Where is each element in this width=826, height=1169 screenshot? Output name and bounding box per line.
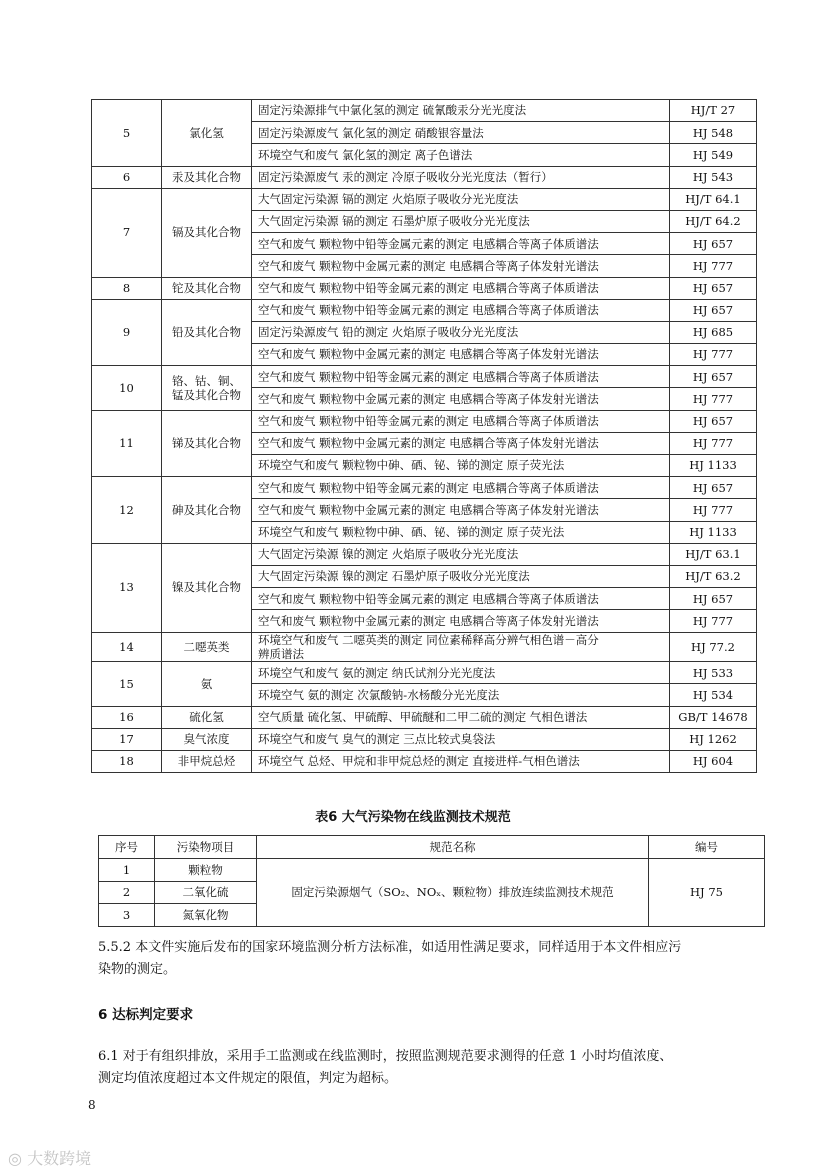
standard-code: HJ 533: [670, 662, 757, 684]
method-name: 环境空气 氨的测定 次氯酸钠-水杨酸分光光度法: [252, 684, 670, 706]
row-pollutant: 氮氧化物: [155, 904, 257, 927]
method-name: 环境空气和废气 颗粒物中砷、硒、铋、锑的测定 原子荧光法: [252, 455, 670, 477]
row-seq-number: 8: [92, 277, 162, 299]
method-name: 空气和废气 颗粒物中铅等金属元素的测定 电感耦合等离子体质谱法: [252, 410, 670, 432]
pollutant-item: 非甲烷总烃: [162, 751, 252, 773]
watermark-logo: [8, 1146, 91, 1169]
pollutant-item: 锑及其化合物: [162, 410, 252, 477]
pollutant-item: 汞及其化合物: [162, 166, 252, 188]
row-pollutant: 二氧化硫: [155, 881, 257, 904]
standard-code: HJ/T 64.1: [670, 188, 757, 210]
standard-code: HJ 657: [670, 277, 757, 299]
method-name: 空气和废气 颗粒物中金属元素的测定 电感耦合等离子体发射光谱法: [252, 610, 670, 632]
header-spec-name: 规范名称: [257, 836, 649, 859]
table-row: [99, 858, 765, 881]
pollutant-item: 硫化氢: [162, 706, 252, 728]
method-name: 大气固定污染源 镉的测定 石墨炉原子吸收分光光度法: [252, 210, 670, 232]
standard-code: HJ 549: [670, 144, 757, 166]
method-name: 空气和废气 颗粒物中铅等金属元素的测定 电感耦合等离子体质谱法: [252, 277, 670, 299]
method-name: 空气和废气 颗粒物中金属元素的测定 电感耦合等离子体发射光谱法: [252, 432, 670, 454]
row-seq-number: 17: [92, 728, 162, 750]
spec-code: HJ 75: [649, 858, 765, 926]
pollutant-item: 氯化氢: [162, 100, 252, 167]
standard-code: HJ 548: [670, 122, 757, 144]
table-row: [92, 662, 757, 684]
pollutant-item: 镉及其化合物: [162, 188, 252, 277]
standard-code: HJ 777: [670, 610, 757, 632]
method-name: 大气固定污染源 镍的测定 石墨炉原子吸收分光光度法: [252, 565, 670, 587]
standard-code: HJ 777: [670, 499, 757, 521]
row-seq-number: 15: [92, 662, 162, 706]
row-seq-number: 7: [92, 188, 162, 277]
row-seq-number: 11: [92, 410, 162, 477]
standard-code: HJ 657: [670, 588, 757, 610]
standard-code: HJ 657: [670, 366, 757, 388]
table-row: [92, 728, 757, 750]
watermark-icon: ◎: [8, 1149, 22, 1168]
row-no: 3: [99, 904, 155, 927]
pollutant-item: 二噁英类: [162, 632, 252, 662]
paragraph-line: 6.1 对于有组织排放，采用手工监测或在线监测时，按照监测规范要求测得的任意 1 小时均值浓度、: [98, 1049, 673, 1064]
table6-header-row: [99, 836, 765, 859]
standard-code: HJ 657: [670, 477, 757, 499]
row-seq-number: 14: [92, 632, 162, 662]
standard-code: HJ 77.2: [670, 632, 757, 662]
standard-code: HJ 685: [670, 321, 757, 343]
table-row: [92, 632, 757, 662]
method-name: 空气和废气 颗粒物中金属元素的测定 电感耦合等离子体发射光谱法: [252, 255, 670, 277]
standard-code: HJ 777: [670, 388, 757, 410]
standard-code: HJ 543: [670, 166, 757, 188]
header-seq: 序号: [99, 836, 155, 859]
row-seq-number: 12: [92, 477, 162, 544]
table-row: [92, 366, 757, 388]
table6-caption: 表6 大气污染物在线监测技术规范: [315, 810, 511, 825]
standard-code: HJ/T 63.1: [670, 543, 757, 565]
standard-code: HJ 657: [670, 410, 757, 432]
paragraph-line: 染物的测定。: [98, 962, 177, 977]
paragraph-line: 5.5.2 本文件实施后发布的国家环境监测分析方法标准，如适用性满足要求，同样适用于本文件相应污: [98, 940, 682, 955]
table-row: [92, 277, 757, 299]
row-no: 1: [99, 858, 155, 881]
standard-code: HJ 777: [670, 344, 757, 366]
row-seq-number: 5: [92, 100, 162, 167]
method-name: 固定污染源废气 汞的测定 冷原子吸收分光光度法（暂行）: [252, 166, 670, 188]
section-6-heading: 6 达标判定要求: [98, 1007, 194, 1023]
method-name-line: 环境空气和废气 二噁英类的测定 同位素稀释高分辨气相色谱－高分: [258, 632, 599, 647]
standard-code: HJ 534: [670, 684, 757, 706]
method-name: 环境空气和废气 颗粒物中砷、硒、铋、锑的测定 原子荧光法: [252, 521, 670, 543]
method-name: 空气和废气 颗粒物中铅等金属元素的测定 电感耦合等离子体质谱法: [252, 299, 670, 321]
pollutant-item: 砷及其化合物: [162, 477, 252, 544]
method-name: 环境空气 总烃、甲烷和非甲烷总烃的测定 直接进样-气相色谱法: [252, 751, 670, 773]
pollutant-item: 铊及其化合物: [162, 277, 252, 299]
row-seq-number: 13: [92, 543, 162, 632]
monitoring-methods-table: [91, 99, 757, 773]
row-seq-number: 6: [92, 166, 162, 188]
standard-code: HJ 777: [670, 432, 757, 454]
method-name: 空气和废气 颗粒物中铅等金属元素的测定 电感耦合等离子体质谱法: [252, 588, 670, 610]
method-name: 固定污染源排气中氯化氢的测定 硫氰酸汞分光光度法: [252, 100, 670, 122]
row-seq-number: 9: [92, 299, 162, 366]
table-row: [92, 751, 757, 773]
method-name: 环境空气和废气 臭气的测定 三点比较式臭袋法: [252, 728, 670, 750]
method-name: 空气和废气 颗粒物中铅等金属元素的测定 电感耦合等离子体质谱法: [252, 477, 670, 499]
table-row: [92, 299, 757, 321]
table-row: [92, 706, 757, 728]
online-monitoring-table: [98, 835, 765, 927]
standard-code: HJ 1133: [670, 455, 757, 477]
table-row: [92, 100, 757, 122]
method-name: 空气和废气 颗粒物中铅等金属元素的测定 电感耦合等离子体质谱法: [252, 366, 670, 388]
paragraph-6-1: [98, 1046, 672, 1090]
header-pollutant: 污染物项目: [155, 836, 257, 859]
spec-name: 固定污染源烟气（SO₂、NOₓ、颗粒物）排放连续监测技术规范: [257, 858, 649, 926]
pollutant-item: [162, 366, 252, 410]
watermark-text: 大数跨境: [27, 1149, 92, 1168]
standard-code: HJ/T 27: [670, 100, 757, 122]
pollutant-item: 铅及其化合物: [162, 299, 252, 366]
method-name: 大气固定污染源 镍的测定 火焰原子吸收分光光度法: [252, 543, 670, 565]
method-name: [252, 632, 670, 662]
method-name: 空气和废气 颗粒物中铅等金属元素的测定 电感耦合等离子体质谱法: [252, 233, 670, 255]
row-seq-number: 10: [92, 366, 162, 410]
method-name: 空气和废气 颗粒物中金属元素的测定 电感耦合等离子体发射光谱法: [252, 499, 670, 521]
page-number: 8: [88, 1098, 96, 1112]
row-seq-number: 18: [92, 751, 162, 773]
standard-code: HJ 657: [670, 299, 757, 321]
row-no: 2: [99, 881, 155, 904]
method-name: 空气和废气 颗粒物中金属元素的测定 电感耦合等离子体发射光谱法: [252, 344, 670, 366]
standard-code: HJ 1262: [670, 728, 757, 750]
pollutant-item: 氨: [162, 662, 252, 706]
table-row: [92, 410, 757, 432]
pollutant-item-line: 铬、钴、铜、: [172, 373, 241, 388]
table-row: [92, 543, 757, 565]
table-row: [92, 166, 757, 188]
table-row: [92, 477, 757, 499]
method-name: 空气和废气 颗粒物中金属元素的测定 电感耦合等离子体发射光谱法: [252, 388, 670, 410]
paragraph-line: 测定均值浓度超过本文件规定的限值，判定为超标。: [98, 1071, 398, 1086]
method-name: 环境空气和废气 氯化氢的测定 离子色谱法: [252, 144, 670, 166]
header-code: 编号: [649, 836, 765, 859]
paragraph-5-5-2: [98, 937, 681, 981]
method-name: 环境空气和废气 氨的测定 纳氏试剂分光光度法: [252, 662, 670, 684]
method-name: 固定污染源废气 氯化氢的测定 硝酸银容量法: [252, 122, 670, 144]
standard-code: HJ 777: [670, 255, 757, 277]
pollutant-item: 臭气浓度: [162, 728, 252, 750]
standard-code: GB/T 14678: [670, 706, 757, 728]
standard-code: HJ 604: [670, 751, 757, 773]
pollutant-item-line: 锰及其化合物: [172, 387, 241, 402]
standard-code: HJ/T 63.2: [670, 565, 757, 587]
method-name: 固定污染源废气 铅的测定 火焰原子吸收分光光度法: [252, 321, 670, 343]
table-row: [92, 188, 757, 210]
row-seq-number: 16: [92, 706, 162, 728]
standard-code: HJ 657: [670, 233, 757, 255]
standard-code: HJ/T 64.2: [670, 210, 757, 232]
method-name-line: 辨质谱法: [258, 646, 304, 661]
standard-code: HJ 1133: [670, 521, 757, 543]
pollutant-item: 镍及其化合物: [162, 543, 252, 632]
method-name: 大气固定污染源 镉的测定 火焰原子吸收分光光度法: [252, 188, 670, 210]
row-pollutant: 颗粒物: [155, 858, 257, 881]
method-name: 空气质量 硫化氢、甲硫醇、甲硫醚和二甲二硫的测定 气相色谱法: [252, 706, 670, 728]
